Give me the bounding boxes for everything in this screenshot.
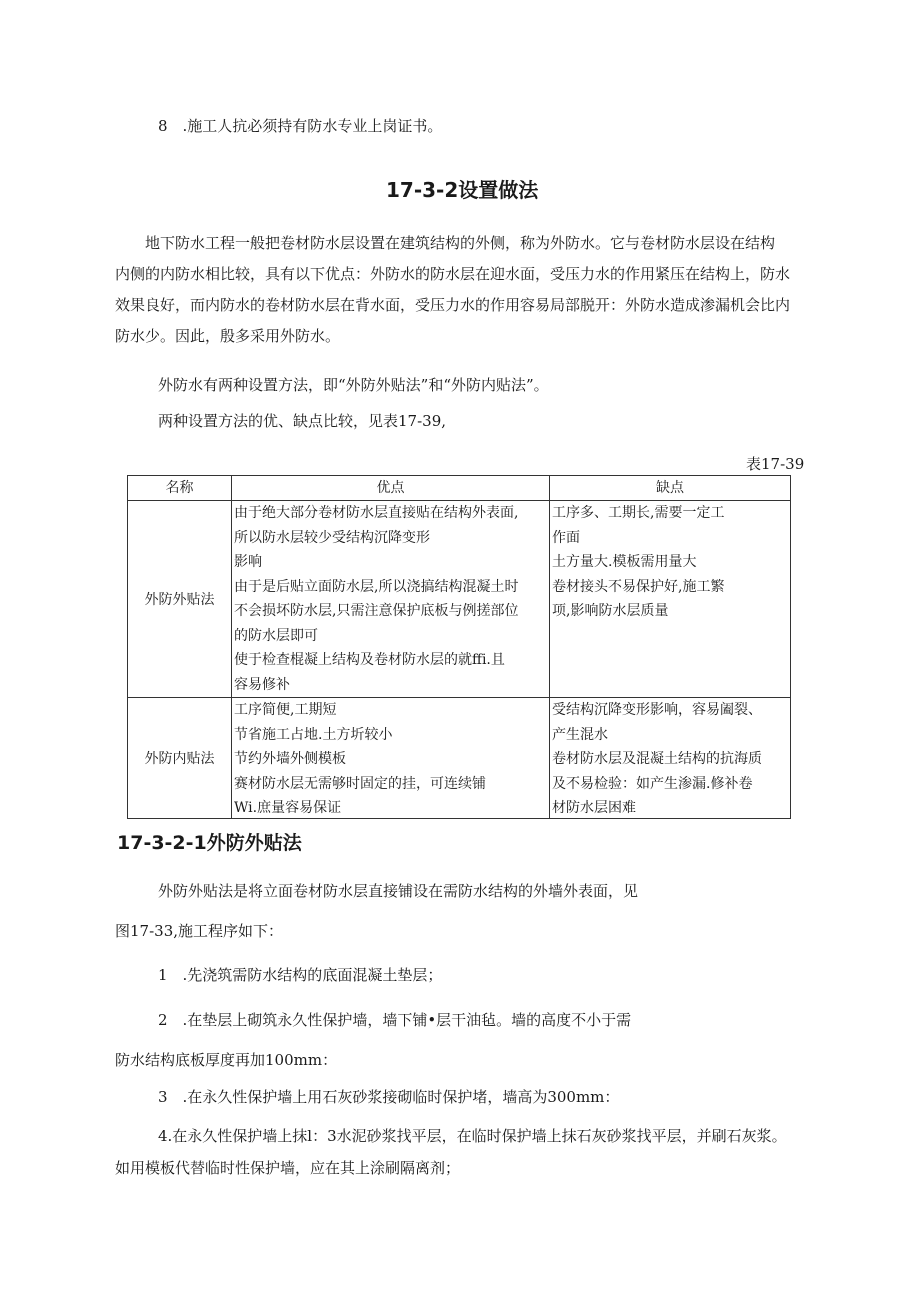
pros-line: 节省施工占地.土方圻较小 [234,726,393,743]
row-cons [550,698,791,819]
row-pros [232,501,550,698]
header-name: 名称 [128,476,232,501]
cons-line: 及不易检验：如产生渗漏.修补卷 [552,775,753,792]
outer-line-1: 外防外贴法是将立面卷材防水层直接铺设在需防水结构的外墙外表面，见 [158,882,639,900]
pros-line: 所以防水层较少受结构沉降变形 [234,529,430,546]
methods-line: 外防水有两种设置方法，即“外防外贴法”和“外防内贴法”。 [158,376,549,394]
step-2-continued: 防水结构底板厚度再加100mm： [115,1051,338,1069]
step-2: 2 .在垫层上砌筑永久性保护墙，墙下铺•层干油毡。墙的高度不小于需 [158,1011,632,1029]
pros-line: 由于绝大部分卷材防水层直接贴在结构外表面, [234,505,519,521]
pros-line: 节约外墙外侧模板 [234,751,346,767]
cons-line: 卷材防水层及混凝土结构的抗海质 [552,751,762,767]
pros-line: 不会损坏防水层,只需注意保护底板与例搓部位 [234,603,519,619]
header-cons: 缺点 [550,476,791,501]
cons-line: 产生混水 [552,726,608,743]
cons-line: 材防水层困难 [552,800,636,816]
step-3: 3 .在永久性保护墙上用石灰砂浆接砌临时保护堵，墙高为300mm： [158,1088,620,1106]
cons-line: 土方量大.模板需用量大 [552,554,697,570]
comparison-table [127,475,791,819]
row-name: 外防外贴法 [128,501,232,698]
cons-line: 受结构沉降变形影响，容易阖裂、 [552,702,762,718]
cons-line: 工序多、工期长,需要一定工 [552,505,725,521]
row-pros [232,698,550,819]
intro-line: 效果良好，而内防水的卷材防水层在背水面，受压力水的作用容易局部脱开：外防水造成渗漏机会比内 [115,296,791,314]
cons-line: 作面 [552,529,580,546]
pros-line: 工序简便,工期短 [234,702,337,718]
table-header-row [128,476,791,501]
section-title: 17-3-2设置做法 [386,178,539,202]
intro-line: 防水少。因此，殷多采用外防水。 [115,327,341,345]
pros-line: Wi.庶量容易保证 [234,800,342,816]
step-4-continued: 如用模板代替临时性保护墙，应在其上涂刷隔离剂； [115,1159,461,1177]
cons-line: 卷材接头不易保护好,施工繁 [552,578,725,595]
table-row [128,501,791,698]
intro-paragraph [115,228,815,352]
pros-line: 赛材防水层无需够时固定的挂，可连续铺 [234,775,486,792]
table-row [128,698,791,819]
outer-line-2: 图17-33,施工程序如下： [115,922,284,940]
pros-line: 的防水层即可 [234,627,318,644]
pros-line: 使于检查棍凝上结构及卷材防水层的就ffi.且 [234,652,505,668]
step-1: 1 .先浇筑需防水结构的底面混凝土垫层； [158,966,443,984]
compare-line: 两种设置方法的优、缺点比较，见表17-39, [158,412,447,430]
pros-line: 由于是后贴立面防水层,所以浇搞结构混凝土时 [234,578,519,595]
row-cons [550,501,791,698]
table-caption: 表17-39 [746,455,805,473]
pros-line: 容易修补 [234,676,290,693]
row-name: 外防内贴法 [128,698,232,819]
step-4: 4.在永久性保护墙上抹l：3水泥砂浆找平层，在临时保护墙上抹石灰砂浆找平层，并刷石灰浆。 [158,1127,787,1145]
header-pros: 优点 [232,476,550,501]
pros-line: 影响 [234,554,262,570]
subsection-title: 17-3-2-1外防外贴法 [117,832,302,854]
item-8: 8 .施工人抗必须持有防水专业上岗证书。 [158,117,443,135]
intro-line: 地下防水工程一般把卷材防水层设置在建筑结构的外侧，称为外防水。它与卷材防水层设在结构 [115,234,776,252]
cons-line: 项,影响防水层质量 [552,603,669,619]
intro-line: 内侧的内防水相比较，具有以下优点：外防水的防水层在迎水面，受压力水的作用紧压在结构上，防水 [115,265,791,283]
